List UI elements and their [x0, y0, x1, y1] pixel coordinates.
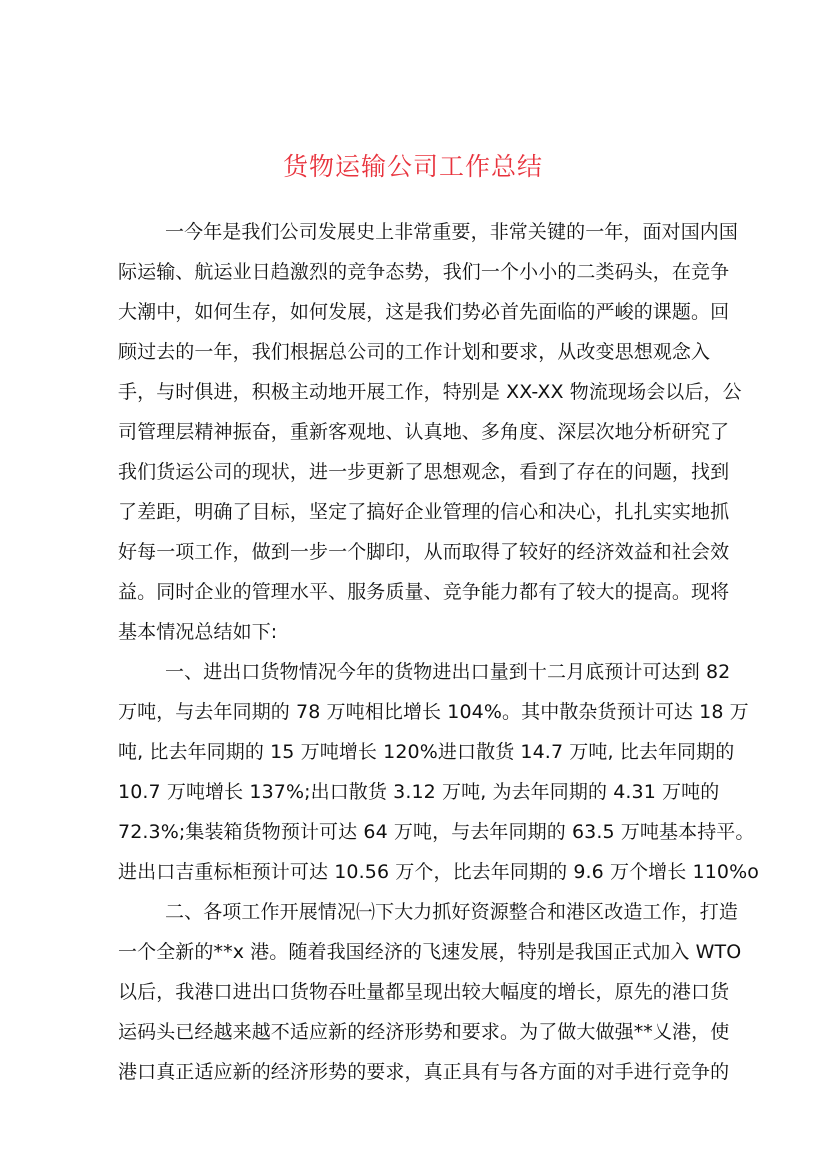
- document-title: 货物运输公司工作总结: [282, 152, 543, 181]
- text-line: 进出口吉重标柜预计可达 10.56 万个，比去年同期的 9.6 万个增长 110%o: [118, 861, 759, 883]
- text-line: 手，与时俱进，积极主动地开展工作，特别是 XX-XX 物流现场会以后，公: [118, 381, 742, 403]
- text-line: 吨, 比去年同期的 15 万吨增长 120%进口散货 14.7 万吨, 比去年同期的: [118, 741, 735, 763]
- text-line: 我们货运公司的现状，进一步更新了思想观念，看到了存在的问题，找到: [118, 461, 730, 483]
- text-line: 益。同时企业的管理水平、服务质量、竞争能力都有了较大的提高。现将: [118, 581, 730, 603]
- text-line: 一今年是我们公司发展史上非常重要，非常关键的一年，面对国内国: [165, 221, 739, 243]
- text-line: 顾过去的一年，我们根据总公司的工作计划和要求，从改变思想观念入: [118, 341, 711, 363]
- document-body: [118, 212, 759, 1092]
- text-line: 万吨，与去年同期的 78 万吨相比增长 104%。其中散杂货预计可达 18 万: [118, 701, 749, 723]
- paragraph-intro: [118, 212, 742, 652]
- text-line: 大潮中，如何生存，如何发展，这是我们势必首先面临的严峻的课题。回: [118, 301, 730, 323]
- text-line: 了差距，明确了目标，坚定了搞好企业管理的信心和决心，扎扎实实地抓: [118, 501, 730, 523]
- paragraph-section-1: [118, 652, 759, 892]
- text-line: 港口真正适应新的经济形势的要求，真正具有与各方面的对手进行竞争的: [118, 1061, 730, 1083]
- text-line: 一个全新的**x 港。随着我国经济的飞速发展，特别是我国正式加入 WTO: [118, 941, 742, 963]
- text-line: 以后，我港口进出口货物吞吐量都呈现出较大幅度的增长，原先的港口货: [118, 981, 730, 1003]
- text-line: 72.3%;集装箱货物预计可达 64 万吨，与去年同期的 63.5 万吨基本持平。: [118, 821, 755, 843]
- section-heading-line: 二、各项工作开展情况㈠下大力抓好资源整合和港区改造工作，打造: [165, 901, 739, 923]
- section-heading-line: 一、进出口货物情况今年的货物进出口量到十二月底预计可达到 82: [165, 661, 731, 683]
- text-line: 运码头已经越来越不适应新的经济形势和要求。为了做大做强**乂港，使: [118, 1021, 730, 1043]
- text-line: 好每一项工作，做到一步一个脚印，从而取得了较好的经济效益和社会效: [118, 541, 730, 563]
- paragraph-section-2: [118, 892, 742, 1092]
- text-line: 际运输、航运业日趋激烈的竞争态势，我们一个小小的二类码头，在竞争: [118, 261, 730, 283]
- text-line: 司管理层精神振奋，重新客观地、认真地、多角度、深层次地分析研究了: [118, 421, 730, 443]
- text-line: 10.7 万吨增长 137%;出口散货 3.12 万吨, 为去年同期的 4.31 万吨的: [118, 781, 720, 803]
- text-line: 基本情况总结如下:: [118, 621, 278, 643]
